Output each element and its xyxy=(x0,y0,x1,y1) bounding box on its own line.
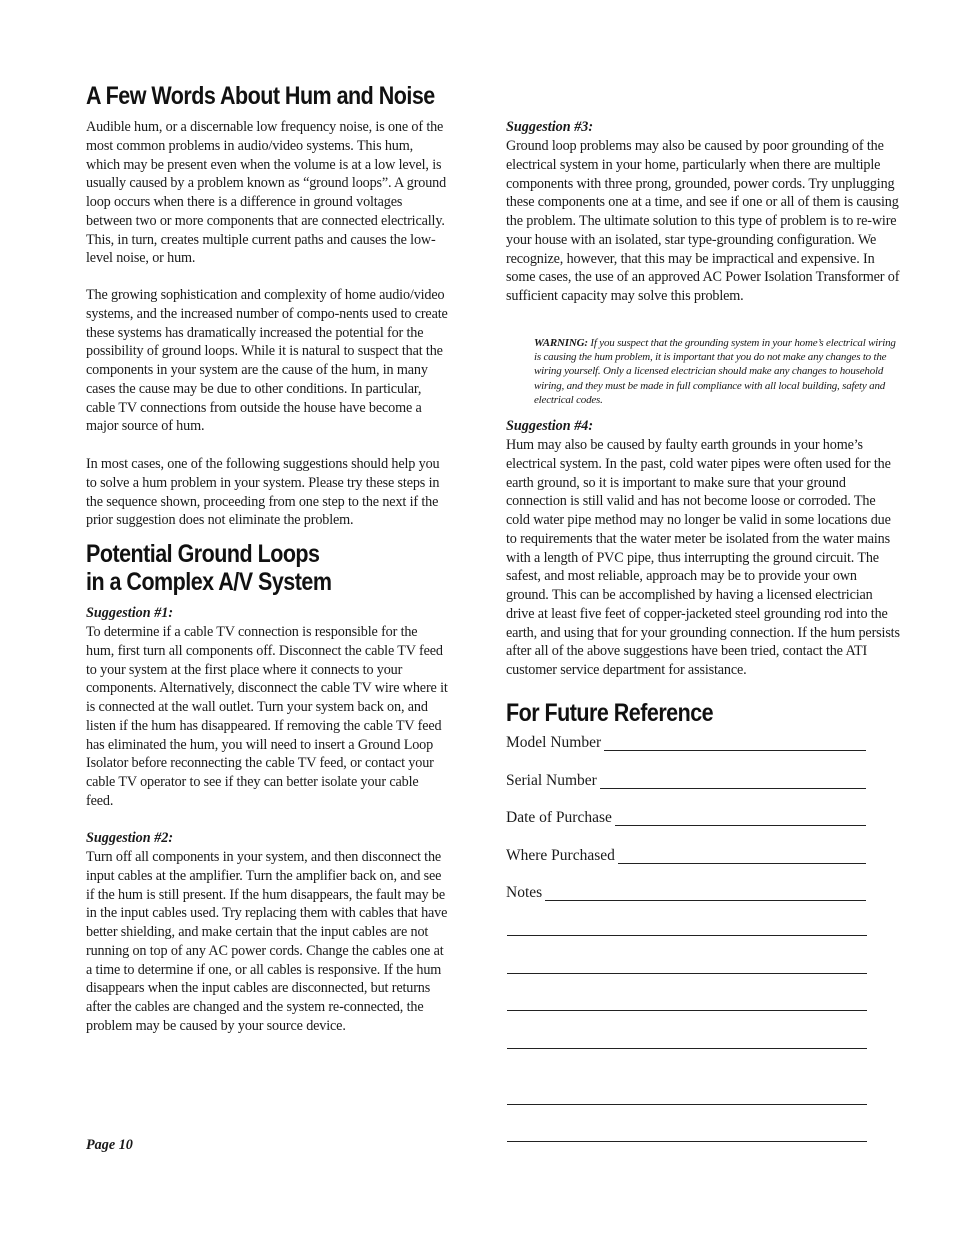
heading-future-reference: For Future Reference xyxy=(506,699,714,727)
notes-line-2[interactable] xyxy=(507,973,867,974)
notes-line-4[interactable] xyxy=(507,1048,867,1049)
notes-label: Notes xyxy=(506,884,543,901)
where-purchased-label: Where Purchased xyxy=(506,847,615,864)
date-of-purchase-line[interactable] xyxy=(615,809,866,826)
warning-note xyxy=(534,336,896,407)
suggestion-1-label: Suggestion #1: xyxy=(86,605,174,621)
page-number: Page 10 xyxy=(86,1137,133,1153)
where-purchased-field[interactable] xyxy=(506,846,866,866)
where-purchased-line[interactable] xyxy=(618,847,866,864)
serial-number-label: Serial Number xyxy=(506,772,597,789)
notes-line-3[interactable] xyxy=(507,1010,867,1011)
suggestion-1-text: To determine if a cable TV connection is responsible for the hum, first turn all components off. Disconnect the cable TV feed to your system at the first place where it connects to your components. Alternatively, disconnect the cable TV wire where it is connected at the wall outlet. Turn your system back on, and listen if the hum has disappeared. If removing the cable TV feed has eliminated the hum, you will need to insert a Ground Loop Isolator before reconnecting the cable TV feed, or contact your cable TV operator to see if they can better isolate your cable feed. xyxy=(86,624,448,809)
paragraph-hum-intro: Audible hum, or a discernable low frequency noise, is one of the most common problems in audio/video systems. This hum, which may be present even when the volume is at a low level, is usually caused by a problem known as “ground loops”. A ground loop occurs when there is a difference in ground voltages between two or more components that are connected electrically. This, in turn, creates multiple current paths and causes the low-level noise, or hum. xyxy=(86,119,447,267)
warning-label: WARNING: xyxy=(534,337,588,349)
serial-number-field[interactable] xyxy=(506,771,866,791)
model-number-field[interactable] xyxy=(506,733,866,753)
suggestion-4-label: Suggestion #4: xyxy=(506,418,594,434)
suggestion-2-label: Suggestion #2: xyxy=(86,830,174,846)
heading-ground-loops-line1: Potential Ground Loops xyxy=(86,540,320,568)
date-of-purchase-field[interactable] xyxy=(506,808,866,828)
notes-line-5[interactable] xyxy=(507,1104,867,1105)
suggestion-2-text: Turn off all components in your system, and then disconnect the input cables at the amplifier. Turn the amplifier back on, and see if the hum is still present. If the hum disappears, the fault may be in the input cables used. Try replacing them with cables that have better shielding, and make certain that the input cables are not running on top of any AC power cords. Change the cables one at a time to determine if one, or all cables is responsive. If the hum disappears when the input cables are disconnected, but returns after the cables are changed and the system re-connected, the problem may be caused by your source device. xyxy=(86,849,448,1034)
suggestion-4-text: Hum may also be caused by faulty earth grounds in your home’s electrical system. In the past, cold water pipes were often used for the earth ground, so it is important to make sure that your ground connection is still valid and has not become loose or corroded. The cold water pipe method may no longer be valid in some locations due to requirements that the water meter be isolated from the water mains with a length of PVC pipe, thus interrupting the ground circuit. The safest, and most reliable, approach may be to provide your own ground. This can be accomplished by having a licensed electrician drive at least five feet of copper-jacketed steel grounding rod into the earth, and using that for your grounding connection. If the hum persists after all of the above suggestions have been tried, contact the ATI customer service department for assistance. xyxy=(506,437,900,678)
model-number-label: Model Number xyxy=(506,734,602,751)
serial-number-line[interactable] xyxy=(600,772,866,789)
notes-field[interactable] xyxy=(506,883,866,903)
notes-line-6[interactable] xyxy=(507,1141,867,1142)
heading-hum-and-noise: A Few Words About Hum and Noise xyxy=(86,82,435,110)
suggestion-3-label: Suggestion #3: xyxy=(506,119,594,135)
suggestion-3-text: Ground loop problems may also be caused by poor grounding of the electrical system in your home, particularly when there are multiple components with three prong, grounded, power cords. Try unplugging these components one at a time, and see if one or all of them is causing the problem. The ultimate solution to this type of problem is to re-wire your house with an isolated, star type-grounding configuration. We recognize, however, that this may be impractical and expensive. In some cases, the use of an approved AC Power Isolation Transformer of sufficient capacity may solve this problem. xyxy=(506,138,900,304)
warning-text: If you suspect that the grounding system in your home’s electrical wiring is causing the hum problem, it is important that you do not make any changes to the wiring yourself. Only a licensed electrician should make any changes to household wiring, and they must be made in full compliance with all local building, safety and electrical codes. xyxy=(534,337,896,406)
heading-ground-loops-line2: in a Complex A/V System xyxy=(86,568,332,596)
notes-line-1[interactable] xyxy=(507,935,867,936)
model-number-line[interactable] xyxy=(604,734,866,751)
paragraph-ground-loop-potential: The growing sophistication and complexity of home audio/video systems, and the increased number of compo-nents used to create these systems has dramatically increased the potential for the possibility of ground loops. While it is natural to suspect that the components in your system are the cause of the hum, in many cases the cause may be due to other conditions. In particular, cable TV connections from outside the house have become a major source of hum. xyxy=(86,287,448,435)
date-of-purchase-label: Date of Purchase xyxy=(506,809,612,826)
notes-line[interactable] xyxy=(545,884,866,901)
paragraph-suggestions-intro: In most cases, one of the following suggestions should help you to solve a hum problem in your system. Please try these steps in the sequence shown, proceeding from one step to the next if the prior suggestion does not eliminate the problem. xyxy=(86,456,440,529)
